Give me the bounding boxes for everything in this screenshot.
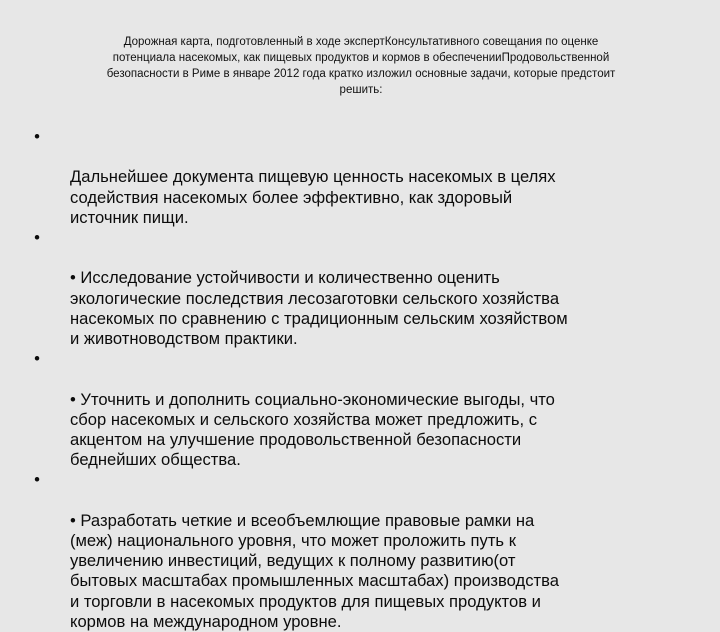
bullet-marker: • (34, 349, 40, 369)
bullet-marker: • (34, 228, 40, 248)
bullet-text: • Разработать четкие и всеобъемлющие правовые рамки на (меж) национального уровня, что может проложить путь к увеличению инвестиций, ведущих к полному развитию(от бытовых масштабах промышленных масштабах) производства и торговли в насекомых продуктов для пищевых продуктов и кормов на международном уровне. (70, 510, 559, 631)
bullet-text: • Уточнить и дополнить социально-экономические выгоды, что сбор насекомых и сельского хозяйства может предложить, с акцентом на улучшение продовольственной безопасности беднейших общества. (70, 389, 555, 470)
bullet-marker: • (34, 127, 40, 146)
bullet-text: Дальнейшее документа пищевую ценность насекомых в целях содействия насекомых более эффективно, как здоровый источник пищи. (70, 167, 556, 227)
bullet-item-3 (28, 349, 692, 470)
bullet-item-4 (28, 470, 692, 632)
slide-title: Дорожная карта, подготовленный в ходе экспертКонсультативного совещания по оценке потенциала насекомых, как пищевых продуктов и кормов в обеспеченииПродовольственной безопасности в Риме в январе 2012 года кратко изложил основные задачи, которые предстоит решить: (106, 36, 616, 96)
bullet-item-1 (28, 127, 692, 228)
bullet-marker: • (34, 470, 40, 490)
bullet-item-2 (28, 228, 692, 349)
bullet-text: • Исследование устойчивости и количественно оценить экологические последствия лесозаготовки сельского хозяйства насекомых по сравнению с традиционным сельским хозяйством и животноводством практики. (70, 268, 568, 349)
bullet-list (28, 127, 692, 632)
